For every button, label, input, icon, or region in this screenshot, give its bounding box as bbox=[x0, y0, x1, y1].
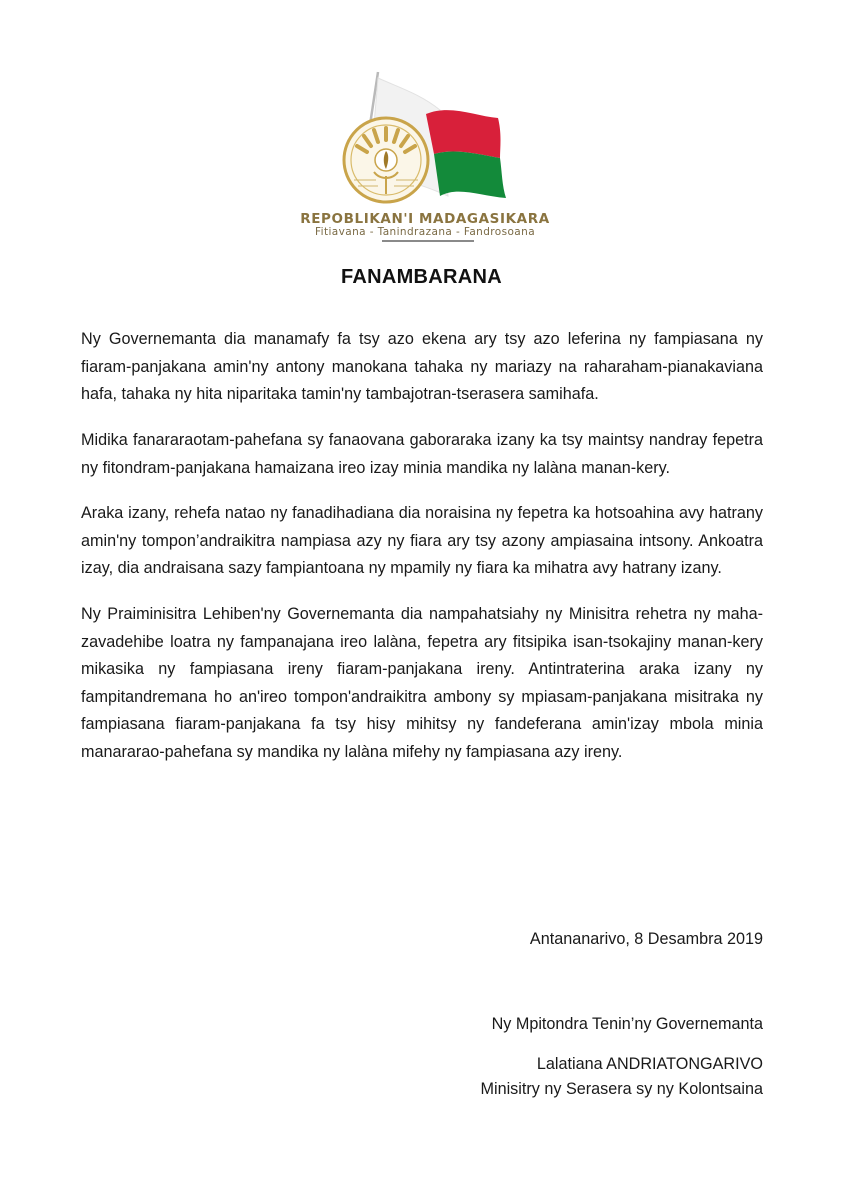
signatory-ministry: Minisitry ny Serasera sy ny Kolontsaina bbox=[480, 1080, 763, 1098]
republic-motto: Fitiavana - Tanindrazana - Fandrosoana bbox=[314, 226, 536, 238]
coat-of-arms-icon bbox=[344, 118, 428, 202]
date-line: Antananarivo, 8 Desambra 2019 bbox=[529, 930, 763, 948]
paragraph-2: Midika fanararaotam-pahefana sy fanaovana gaboraraka izany ka tsy maintsy nandray fepetra ny fitondram-panjakana hamaizana ireo izay minia mandika ny lalàna manan-kery. bbox=[81, 431, 763, 477]
flag-red-band-icon bbox=[426, 110, 501, 158]
document-title: FANAMBARANA bbox=[340, 266, 503, 288]
paragraph-3: Araka izany, rehefa natao ny fanadihadiana dia noraisina ny fepetra ka hotsoahina avy hatrany amin'ny tompon’andraikitra nampiasa azy ny fiara ary tsy azony ampiasaina intsony. Ankoatra izay, dia andraisana sazy fampiantoana ny mpamily ny fiara ka mihatra avy hatrany izany. bbox=[81, 504, 763, 577]
flag-green-band-icon bbox=[434, 151, 506, 198]
republic-name: REPOBLIKAN'I MADAGASIKARA bbox=[300, 211, 550, 227]
letterhead-logo bbox=[270, 68, 580, 243]
emblem-and-flag bbox=[330, 68, 520, 210]
signatory-title: Ny Mpitondra Tenin’ny Governemanta bbox=[491, 1015, 763, 1033]
paragraph-1: Ny Governemanta dia manamafy fa tsy azo ekena ary tsy azo leferina ny fampiasana ny fiaram-panjakana amin'ny antony manokana tahaka ny mariazy na raharaham-pianakaviana hafa, tahaka ny hita niparitaka tamin'ny tambajotran-tserasera samihafa. bbox=[81, 330, 763, 403]
signatory-name: Lalatiana ANDRIATONGARIVO bbox=[536, 1055, 763, 1073]
paragraph-4: Ny Praiminisitra Lehiben'ny Governemanta dia nampahatsiahy ny Minisitra rehetra ny maha-zavadehibe loatra ny fampanajana ireo lalàna, fepetra ary fitsipika isan-tsokajiny manan-kery mikasika ny fampiasana ireny fiaram-panjakana ireny. Antintraterina araka izany ny fampitandremana ho an'ireo tompon'andraikitra ambony sy mpiasam-panjakana misitraka ny fampiasana fiaram-panjakana fa tsy hisy mihitsy ny fandeferana amin'izay mbola minia manararao-pahefana sy mandika ny lalàna mifehy ny fampiasana azy ireny. bbox=[81, 605, 763, 761]
motto-underline bbox=[382, 240, 474, 242]
